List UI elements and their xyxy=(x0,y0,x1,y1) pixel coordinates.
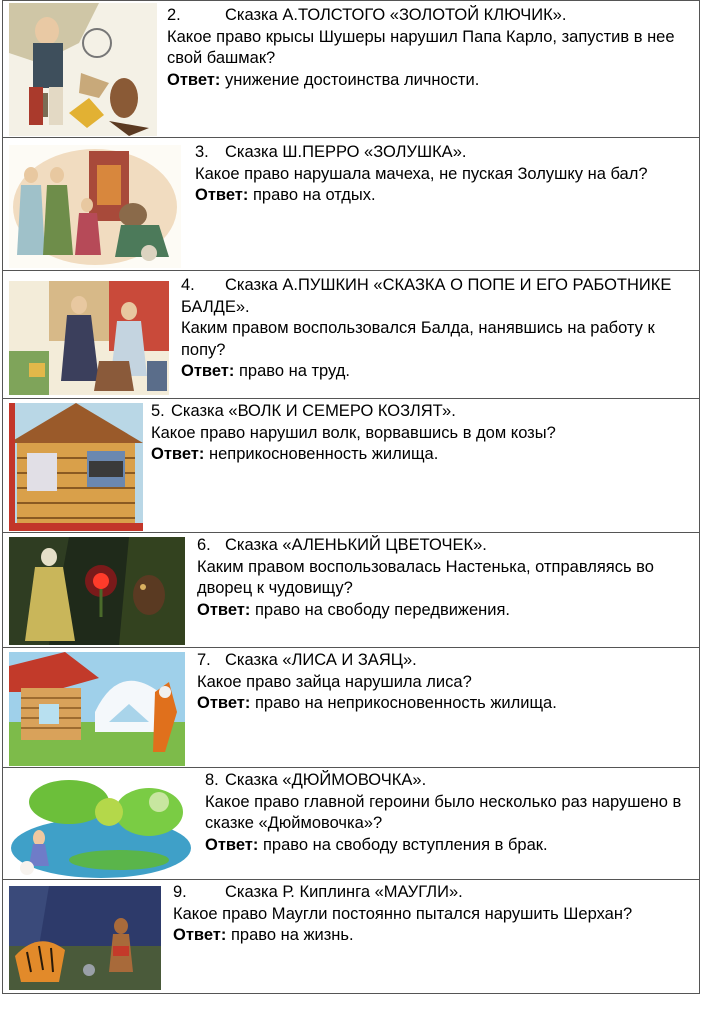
cinderella-illustration xyxy=(9,145,181,268)
story-text xyxy=(181,275,693,383)
story-row xyxy=(2,533,700,648)
story-number: 6. xyxy=(197,536,211,554)
answer-label: Ответ: xyxy=(197,694,251,712)
story-number: 4. xyxy=(181,276,195,294)
story-title: Сказка «ВОЛК И СЕМЕРО КОЗЛЯТ». xyxy=(171,402,456,420)
answer-label: Ответ: xyxy=(195,186,249,204)
story-question: Какое право главной героини было несколько раз нарушено в сказке «Дюймовочка»? xyxy=(205,792,682,832)
golden-key-illustration xyxy=(9,3,157,136)
story-question: Какое право нарушала мачеха, не пуская Золушку на бал? xyxy=(195,164,648,183)
story-row xyxy=(2,271,700,399)
story-number: 2. xyxy=(167,6,181,24)
answer-text: право на свободу вступления в брак. xyxy=(262,835,548,854)
story-number: 9. xyxy=(173,883,187,901)
story-number: 5. xyxy=(151,402,165,420)
answer-text: право на жизнь. xyxy=(230,926,354,944)
story-row xyxy=(2,768,700,880)
thumbelina-illustration xyxy=(9,772,193,878)
answer-label: Ответ: xyxy=(167,70,221,89)
answer-text: право на неприкосновенность жилища. xyxy=(254,694,557,712)
mowgli-illustration xyxy=(9,886,161,990)
story-row xyxy=(2,399,700,533)
story-number: 3. xyxy=(195,143,209,161)
story-title: Сказка Ш.ПЕРРО «ЗОЛУШКА». xyxy=(225,143,467,161)
story-question: Какое право зайца нарушила лиса? xyxy=(197,672,472,691)
answer-text: право на отдых. xyxy=(252,186,376,204)
fox-and-hare-illustration xyxy=(9,652,185,766)
balda-illustration xyxy=(9,281,169,395)
story-text xyxy=(167,5,693,91)
answer-label: Ответ: xyxy=(173,926,227,944)
answer-label: Ответ: xyxy=(205,835,259,854)
story-text xyxy=(205,770,693,856)
answer-text: право на свободу передвижения. xyxy=(254,600,510,619)
story-question: Какое право нарушил волк, ворвавшись в дом козы? xyxy=(151,423,556,442)
story-row xyxy=(2,880,700,994)
scarlet-flower-illustration xyxy=(9,537,185,645)
story-question: Какое право Маугли постоянно пытался нарушить Шерхан? xyxy=(173,904,633,923)
story-text xyxy=(173,882,693,947)
answer-label: Ответ: xyxy=(181,362,235,380)
story-row xyxy=(2,138,700,271)
story-question: Каким правом воспользовался Балда, нанявшись на работу к попу? xyxy=(181,319,655,359)
story-text xyxy=(197,650,693,715)
story-question: Какое право крысы Шушеры нарушил Папа Карло, запустив в нее свой башмак? xyxy=(167,27,675,67)
story-text xyxy=(197,535,693,621)
story-number: 7. xyxy=(197,651,211,669)
story-text xyxy=(151,401,693,466)
story-title: Сказка Р. Киплинга «МАУГЛИ». xyxy=(225,883,463,901)
story-row xyxy=(2,648,700,768)
story-title: Сказка «ЛИСА И ЗАЯЦ». xyxy=(225,651,417,669)
story-question: Каким правом воспользовалась Настенька, отправляясь во дворец к чудовищу? xyxy=(197,557,654,597)
wolf-and-goats-illustration xyxy=(9,403,143,531)
story-text xyxy=(195,142,693,207)
answer-text: право на труд. xyxy=(238,362,350,380)
answer-label: Ответ: xyxy=(151,445,205,463)
answer-text: унижение достоинства личности. xyxy=(224,70,480,89)
answer-label: Ответ: xyxy=(197,600,251,619)
story-title: Сказка А.ПУШКИН «СКАЗКА О ПОПЕ И ЕГО РАБОТНИКЕ БАЛДЕ». xyxy=(181,276,672,316)
story-title: Сказка «АЛЕНЬКИЙ ЦВЕТОЧЕК». xyxy=(225,536,487,554)
story-title: Сказка «ДЮЙМОВОЧКА». xyxy=(225,771,427,789)
answer-text: неприкосновенность жилища. xyxy=(208,445,439,463)
story-number: 8. xyxy=(205,771,219,789)
story-title: Сказка А.ТОЛСТОГО «ЗОЛОТОЙ КЛЮЧИК». xyxy=(225,6,567,24)
story-row xyxy=(2,0,700,138)
